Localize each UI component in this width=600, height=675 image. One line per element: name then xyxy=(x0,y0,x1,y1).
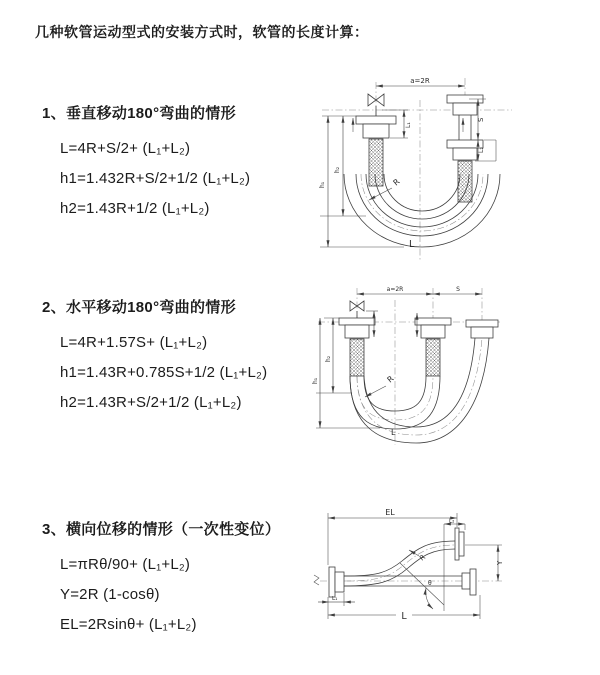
middle-braided-hose xyxy=(426,339,440,376)
dimension-l1 xyxy=(318,593,355,606)
right-flange xyxy=(466,320,498,338)
page-title: 几种软管运动型式的安装方式时，软管的长度计算： xyxy=(35,24,369,40)
left-braided-hose xyxy=(350,339,364,376)
section-3-heading: 3、横向位移的情形（一次性变位） xyxy=(42,521,281,538)
section-2-heading: 2、水平移动180°弯曲的情形 xyxy=(42,299,236,316)
hose-s-curve xyxy=(344,541,455,586)
diagram-horizontal-180-bend xyxy=(312,280,600,462)
hose-u-bend xyxy=(344,174,500,247)
radius-label: R xyxy=(418,553,428,563)
right-flange-top xyxy=(447,95,483,115)
centerlines xyxy=(322,78,512,262)
right-flange xyxy=(462,569,476,595)
formula-line: L=πRθ/90+ (L₁+L₂) xyxy=(60,556,191,573)
dimension-s xyxy=(433,286,482,294)
dim-label-l1: L₁ xyxy=(332,596,338,602)
left-braided-hose xyxy=(369,139,383,186)
dim-label-l1: L₁ xyxy=(405,122,412,128)
dim-label-h1: h₁ xyxy=(312,377,319,384)
centerlines xyxy=(318,288,500,445)
upper-flange xyxy=(455,528,464,560)
formula-line: Y=2R (1-cosθ) xyxy=(60,586,160,603)
dim-label-h2: h₂ xyxy=(325,355,332,362)
hose-u-bends xyxy=(350,338,489,443)
dim-label-l2: L₂ xyxy=(449,518,455,525)
dim-label-s: S xyxy=(477,117,485,122)
diagram-lateral-displacement xyxy=(312,503,600,631)
angle-label: θ xyxy=(428,580,432,587)
left-flange xyxy=(356,116,396,138)
formula-line: h1=1.43R+0.785S+1/2 (L₁+L₂) xyxy=(60,364,268,381)
formula-line: h1=1.432R+S/2+1/2 (L₁+L₂) xyxy=(60,170,251,187)
radius-callout xyxy=(365,374,396,397)
formula-line: L=4R+S/2+ (L₁+L₂) xyxy=(60,140,191,157)
section-1-heading: 1、垂直移动180°弯曲的情形 xyxy=(42,105,236,122)
dimension-l xyxy=(328,595,480,622)
dim-label-h1: h₁ xyxy=(319,181,326,188)
dim-label-a2r: a=2R xyxy=(386,286,404,293)
formula-line: L=4R+1.57S+ (L₁+L₂) xyxy=(60,334,208,351)
length-label: L xyxy=(391,428,396,437)
dim-label-y: Y xyxy=(496,560,504,565)
section-3 xyxy=(42,518,317,640)
length-label: L xyxy=(401,611,407,622)
dim-label-el: EL xyxy=(385,508,395,517)
section-2 xyxy=(42,296,317,418)
left-flange xyxy=(339,318,375,338)
dim-label-a2r: a=2R xyxy=(410,77,430,85)
right-pipe xyxy=(459,115,471,140)
left-flange xyxy=(329,567,344,597)
pipe-break-symbol xyxy=(314,575,319,585)
dim-label-s: S xyxy=(456,286,460,293)
dim-label-l2: L₂ xyxy=(478,147,485,153)
formula-line: h2=1.43R+S/2+1/2 (L₁+L₂) xyxy=(60,394,242,411)
right-braided-hose xyxy=(458,161,472,202)
dimension-h2 xyxy=(320,116,366,216)
radius-label: R xyxy=(391,177,402,188)
dimension-el xyxy=(328,508,457,565)
middle-flange xyxy=(415,318,451,338)
formula-line: h2=1.43R+1/2 (L₁+L₂) xyxy=(60,200,210,217)
radius-label: R xyxy=(385,374,396,385)
dimension-a2r xyxy=(376,77,465,86)
section-1 xyxy=(42,102,317,224)
length-label: L xyxy=(409,239,415,250)
diagram-vertical-180-bend xyxy=(312,70,594,266)
formula-line: EL=2Rsinθ+ (L₁+L₂) xyxy=(60,616,197,633)
dimension-a2r xyxy=(357,286,433,294)
dim-label-h2: h₂ xyxy=(334,166,341,173)
